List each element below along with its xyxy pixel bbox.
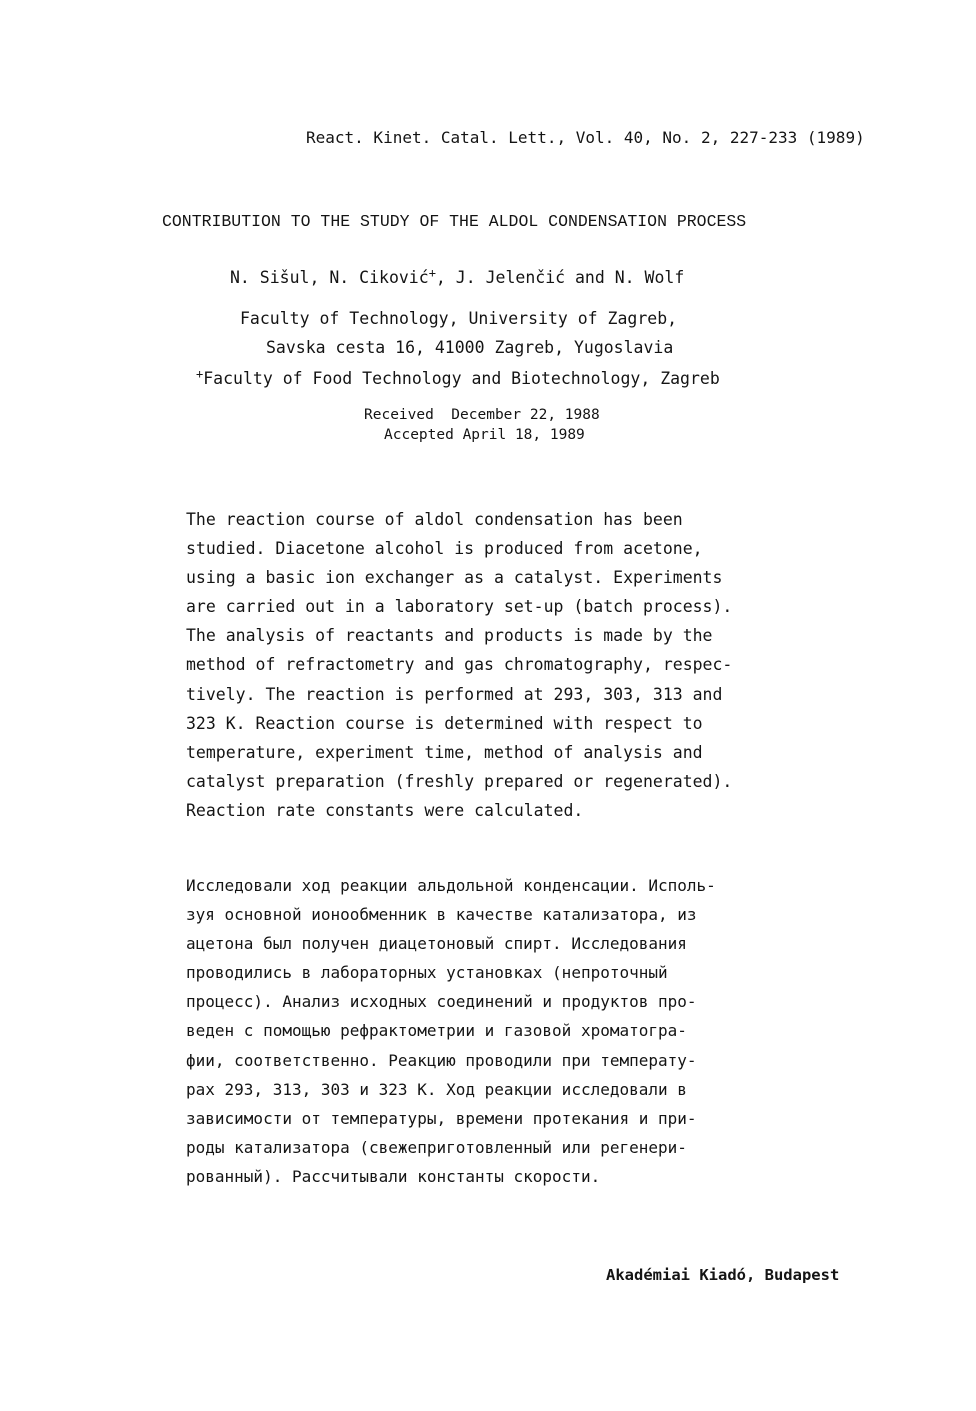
authors-part-2: , J. Jelenčić and N. Wolf (435, 268, 685, 287)
received-date: Received December 22, 1988 (364, 407, 600, 423)
abstract-en-line: The reaction course of aldol condensation has been (186, 510, 683, 529)
authors-part-1: N. Sišul, N. Ciković (230, 268, 429, 287)
affiliation-line-2: Savska cesta 16, 41000 Zagreb, Yugoslavia (266, 338, 674, 357)
abstract-ru-line: процесс). Анализ исходных соединений и продуктов про- (186, 992, 697, 1012)
abstract-ru-line: фии, соответственно. Реакцию проводили при температу- (186, 1050, 697, 1070)
abstract-ru-line: рах 293, 313, 303 и 323 К. Ход реакции исследовали в (186, 1079, 687, 1099)
abstract-ru-line: ацетона был получен диацетоновый спирт. Исследования (186, 934, 687, 954)
abstract-en-line: using a basic ion exchanger as a catalyst. Experiments (186, 568, 723, 588)
article-title: CONTRIBUTION TO THE STUDY OF THE ALDOL CONDENSATION PROCESS (162, 212, 747, 231)
abstract-ru-line: проводились в лабораторных установках (непроточный (186, 963, 668, 983)
abstract-english (186, 505, 732, 825)
abstract-en-line: method of refractometry and gas chromatography, respec- (186, 655, 733, 675)
affiliation-mark: + (428, 266, 436, 280)
abstract-ru-line: роды катализатора (свежеприготовленный или регенери- (186, 1137, 687, 1157)
abstract-en-line: studied. Diacetone alcohol is produced from acetone, (186, 539, 703, 559)
affiliation-line-1: Faculty of Technology, University of Zagreb, (240, 309, 678, 328)
abstract-en-line: temperature, experiment time, method of analysis and (186, 742, 703, 762)
abstract-ru-line: рованный). Рассчитывали константы скорости. (186, 1166, 601, 1186)
abstract-ru-line: Исследовали ход реакции альдольной конденсации. Исполь- (186, 876, 716, 895)
abstract-ru-line: зависимости от температуры, времени протекания и при- (186, 1108, 697, 1128)
abstract-ru-line: зуя основной ионообменник в качестве катализатора, из (186, 905, 697, 925)
abstract-en-line: are carried out in a laboratory set-up (batch process). (186, 597, 733, 617)
affiliation-line-3: Faculty of Food Technology and Biotechnology, Zagreb (203, 369, 720, 388)
abstract-en-line: catalyst preparation (freshly prepared or regenerated). (186, 771, 733, 791)
abstract-en-line: tively. The reaction is performed at 293, 303, 313 and (186, 684, 723, 704)
abstract-en-line: 323 K. Reaction course is determined with respect to (186, 713, 703, 733)
accepted-date: Accepted April 18, 1989 (384, 427, 585, 443)
abstract-ru-line: веден с помощью рефрактометрии и газовой хроматогра- (186, 1021, 687, 1041)
publisher: Akadémiai Kiadó, Budapest (606, 1266, 840, 1284)
affiliation-line-3-wrap (196, 367, 720, 388)
abstract-en-line: Reaction rate constants were calculated. (186, 800, 584, 820)
affiliation-mark-3: + (196, 367, 204, 381)
abstract-russian (186, 871, 716, 1191)
author-list (230, 266, 684, 287)
abstract-en-line: The analysis of reactants and products is made by the (186, 626, 713, 646)
journal-reference: React. Kinet. Catal. Lett., Vol. 40, No. 2, 227-233 (1989) (306, 128, 865, 147)
